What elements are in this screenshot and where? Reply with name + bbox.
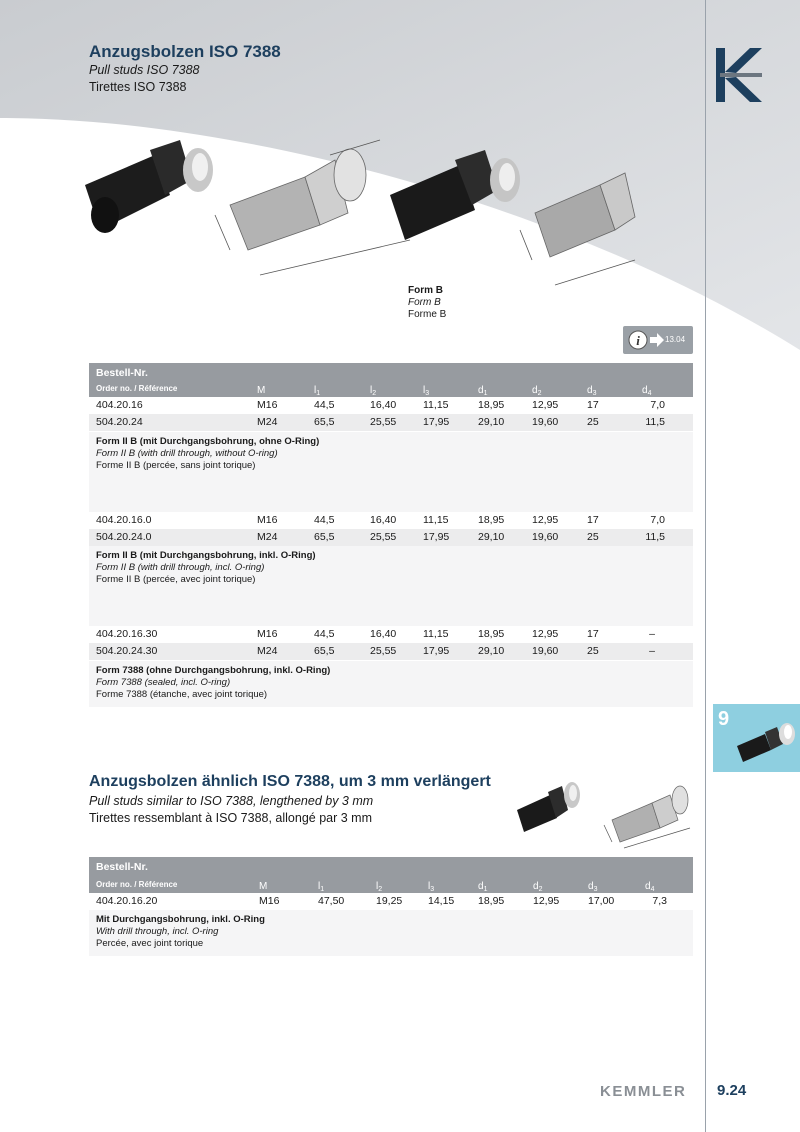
header-bestell: Bestell-Nr.: [96, 367, 148, 379]
section2-title: Anzugsbolzen ähnlich ISO 7388, um 3 mm verlängert: [89, 773, 491, 790]
pull-stud-product-illustrations: [80, 135, 640, 295]
svg-text:i: i: [636, 333, 640, 348]
variant-note-section2: Mit Durchgangsbohrung, inkl. O-Ring With drill through, incl. O-ring Percée, avec joint torique: [89, 910, 693, 956]
variant-note-3: Form 7388 (ohne Durchgangsbohrung, inkl. O-Ring) Form 7388 (sealed, incl. O-ring) Forme 7388 (étanche, avec joint torique): [89, 661, 693, 707]
header-col-d3: $d_3$: [588, 881, 598, 893]
kemmler-k-logo: [716, 48, 762, 102]
pull-stud-photo-1: [85, 140, 213, 233]
header-col-l3: $l_3$: [423, 385, 430, 397]
variant-note-1: Form II B (mit Durchgangsbohrung, ohne O-Ring) Form II B (with drill through, without O-ring) Forme II B (percée, sans joint torique): [89, 432, 693, 478]
page-title: Anzugsbolzen ISO 7388: [89, 42, 281, 61]
form-label-en: Form B: [408, 297, 441, 308]
form-label-fr: Forme B: [408, 309, 447, 320]
pull-stud-drawing-1: [215, 140, 410, 275]
header-col-d1: $d_1$: [478, 385, 488, 397]
form-label-de: Form B: [408, 285, 443, 296]
arrow-right-icon: [650, 333, 664, 347]
table-row: 404.20.16.20 M16 47,50 19,25 14,15 18,95 12,95 17,00 7,3: [96, 895, 667, 907]
page-number: 9.24: [717, 1082, 747, 1099]
header-order: Order no. / Référence: [96, 384, 178, 393]
variant-note-2: Form II B (mit Durchgangsbohrung, inkl. O-Ring) Form II B (with drill through, incl. O-ring) Forme II B (percée, avec joint torique): [89, 546, 693, 592]
header-col-d2: $d_2$: [532, 385, 542, 397]
section2-product-illustrations: [512, 770, 697, 850]
table-row: 504.20.24.30 M24 65,5 25,55 17,95 29,10 19,60 25 –: [89, 643, 693, 660]
info-reference-button[interactable]: [623, 326, 693, 354]
header-col-d4: $d_4$: [642, 385, 652, 397]
header-col-l2: $l_2$: [370, 385, 377, 397]
extended-pull-stud-photo: [517, 782, 580, 832]
header-col-m: M: [259, 881, 268, 892]
pull-stud-drawing-2: [520, 173, 635, 285]
info-icon: [628, 330, 648, 350]
header-col-m: M: [257, 385, 266, 396]
table-spacer: [89, 592, 693, 626]
header-col-d4: $d_4$: [645, 881, 655, 893]
page-subtitle-en: Pull studs ISO 7388: [89, 63, 200, 77]
page-subtitle-fr: Tirettes ISO 7388: [89, 80, 187, 94]
table-row: 404.20.16 M16 44,5 16,40 11,15 18,95 12,95 17 7,0: [96, 399, 665, 411]
pull-stud-photo-2: [390, 150, 520, 240]
header-order: Order no. / Référence: [96, 880, 178, 889]
table-spacer: [89, 478, 693, 512]
header-col-l2: $l_2$: [376, 881, 383, 893]
section2-subtitle-fr: Tirettes ressemblant à ISO 7388, allongé par 3 mm: [89, 811, 373, 825]
header-col-l1: $l_1$: [318, 881, 325, 893]
table-row: 504.20.24 M24 65,5 25,55 17,95 29,10 19,60 25 11,5: [89, 414, 693, 431]
chapter-number: 9: [718, 708, 730, 730]
table-row: 404.20.16.30 M16 44,5 16,40 11,15 18,95 12,95 17 –: [96, 628, 655, 640]
extended-pull-stud-drawing: [604, 786, 690, 848]
header-col-d3: $d_3$: [587, 385, 597, 397]
section2-subtitle-en: Pull studs similar to ISO 7388, lengthened by 3 mm: [89, 794, 374, 808]
table-row: 404.20.16.0 M16 44,5 16,40 11,15 18,95 12,95 17 7,0: [96, 514, 665, 526]
header-bestell: Bestell-Nr.: [96, 861, 148, 873]
header-col-d2: $d_2$: [533, 881, 543, 893]
header-col-l1: $l_1$: [314, 385, 321, 397]
footer-brand: KEMMLER: [600, 1083, 687, 1100]
chapter-tab[interactable]: [713, 704, 800, 772]
table-row: 504.20.24.0 M24 65,5 25,55 17,95 29,10 19,60 25 11,5: [89, 529, 693, 546]
header-col-d1: $d_1$: [478, 881, 488, 893]
table-header-section2: [89, 857, 693, 893]
page-border-line: [705, 0, 706, 1132]
info-reference-number: 13.04: [665, 335, 686, 344]
header-col-l3: $l_3$: [428, 881, 435, 893]
pull-stud-thumbnail-icon: [735, 714, 799, 764]
table-header: [89, 363, 693, 397]
